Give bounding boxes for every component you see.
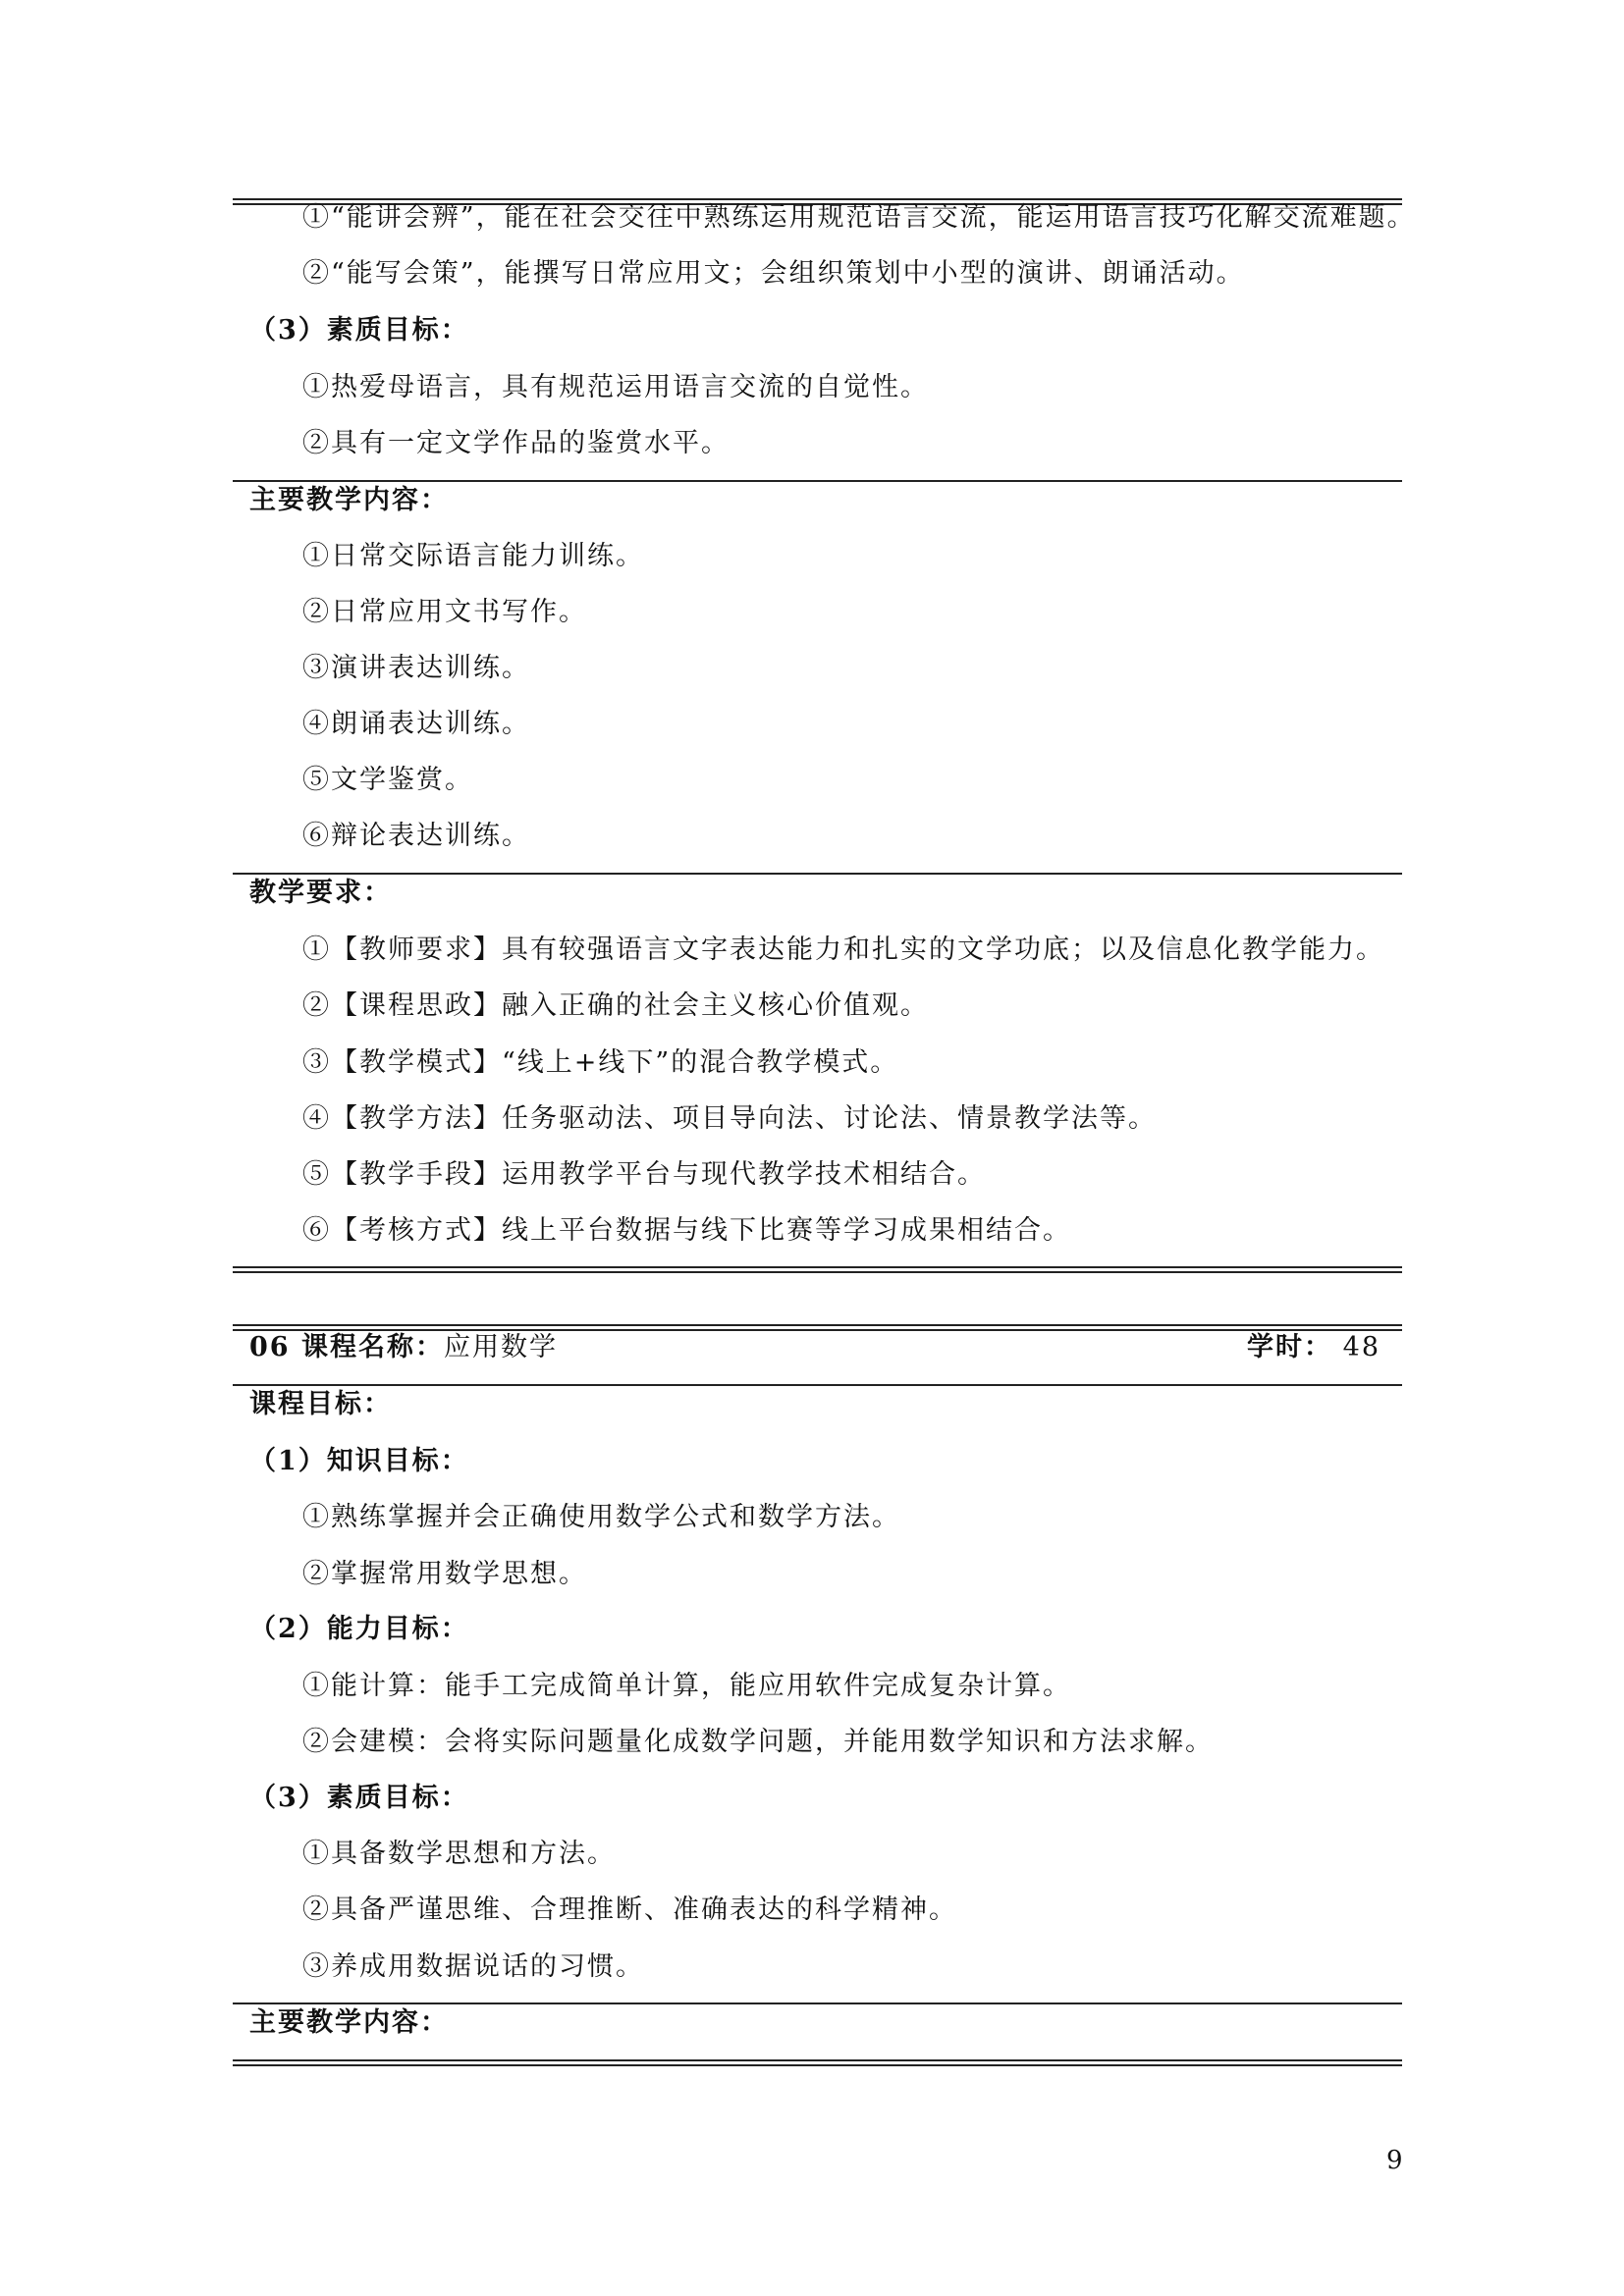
ability-heading: （2）能力目标： xyxy=(249,1614,469,1644)
requirement-item-1: ①【教师要求】具有较强语言文字表达能力和扎实的文学功底；以及信息化教学能力。 xyxy=(302,934,1384,965)
content-item-3: ③演讲表达训练。 xyxy=(302,653,530,683)
quality-item-2: ②具备严谨思维、合理推断、准确表达的科学精神。 xyxy=(302,1895,957,1925)
course-hours xyxy=(1247,1331,1380,1364)
content-item-4: ④朗诵表达训练。 xyxy=(302,709,530,739)
content-heading: 主要教学内容： xyxy=(249,485,449,515)
quality-item-2: ②具有一定文学作品的鉴赏水平。 xyxy=(302,428,730,458)
bottom-double-rule xyxy=(233,1266,1402,1273)
quality-item-3: ③养成用数据说话的习惯。 xyxy=(302,1951,644,1982)
content-heading: 主要教学内容： xyxy=(249,2007,449,2038)
goals-heading: 课程目标： xyxy=(249,1389,392,1419)
ability-item-2: ②“能写会策”，能撰写日常应用文；会组织策划中小型的演讲、朗诵活动。 xyxy=(302,258,1245,289)
quality-item-1: ①具备数学思想和方法。 xyxy=(302,1839,616,1869)
quality-item-1: ①热爱母语言，具有规范运用语言交流的自觉性。 xyxy=(302,372,929,402)
ability-item-1: ①“能讲会辨”，能在社会交往中熟练运用规范语言交流，能运用语言技巧化解交流难题。 xyxy=(302,202,1416,233)
divider-rule xyxy=(233,1384,1402,1386)
knowledge-heading: （1）知识目标： xyxy=(249,1446,469,1476)
content-item-5: ⑤文学鉴赏。 xyxy=(302,765,473,795)
divider-rule xyxy=(233,480,1402,482)
bottom-double-rule xyxy=(233,2059,1402,2066)
hours-label: 学时： xyxy=(1247,1332,1333,1362)
hours-value: 48 xyxy=(1342,1332,1380,1362)
divider-rule xyxy=(233,2002,1402,2004)
quality-heading: （3）素质目标： xyxy=(249,1783,469,1813)
page-number: 9 xyxy=(1386,2146,1403,2175)
quality-heading: （3）素质目标： xyxy=(249,315,469,346)
ability-item-2: ②会建模：会将实际问题量化成数学问题，并能用数学知识和方法求解。 xyxy=(302,1727,1214,1757)
content-item-2: ②日常应用文书写作。 xyxy=(302,597,587,627)
course-label: 06 课程名称： xyxy=(249,1332,444,1362)
knowledge-item-2: ②掌握常用数学思想。 xyxy=(302,1559,587,1589)
course-name: 应用数学 xyxy=(443,1332,558,1362)
course-title xyxy=(249,1331,558,1364)
requirement-item-3: ③【教学模式】“线上+线下”的混合教学模式。 xyxy=(302,1047,899,1078)
requirement-item-5: ⑤【教学手段】运用教学平台与现代教学技术相结合。 xyxy=(302,1159,986,1190)
knowledge-item-1: ①熟练掌握并会正确使用数学公式和数学方法。 xyxy=(302,1502,900,1532)
content-item-1: ①日常交际语言能力训练。 xyxy=(302,541,644,571)
requirements-heading: 教学要求： xyxy=(249,878,392,908)
ability-item-1: ①能计算：能手工完成简单计算，能应用软件完成复杂计算。 xyxy=(302,1671,1071,1701)
requirement-item-2: ②【课程思政】融入正确的社会主义核心价值观。 xyxy=(302,990,929,1021)
divider-rule xyxy=(233,873,1402,875)
content-item-6: ⑥辩论表达训练。 xyxy=(302,821,530,851)
top-double-rule xyxy=(233,1324,1402,1331)
requirement-item-4: ④【教学方法】任务驱动法、项目导向法、讨论法、情景教学法等。 xyxy=(302,1103,1157,1134)
requirement-item-6: ⑥【考核方式】线上平台数据与线下比赛等学习成果相结合。 xyxy=(302,1215,1071,1246)
